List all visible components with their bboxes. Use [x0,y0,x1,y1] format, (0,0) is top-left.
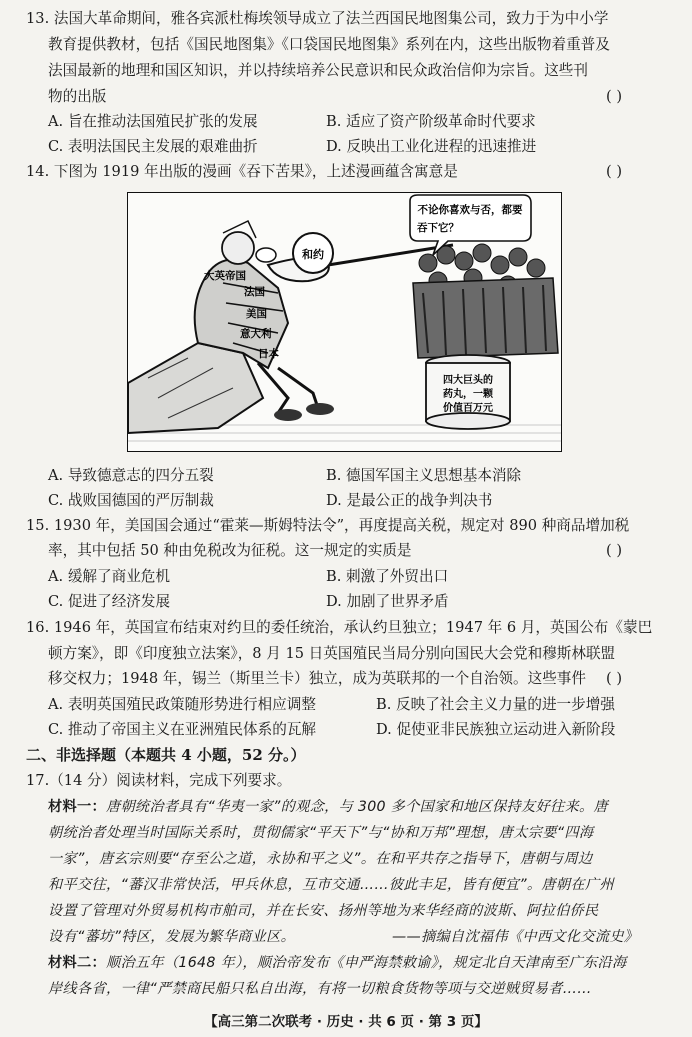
hand-label: 法国 [244,286,265,298]
q14-option-c: C. 战败国德国的严厉制裁 [48,492,214,509]
q13-option-c: C. 表明法国民主发展的艰难曲折 [48,138,258,155]
q13-option-a: A. 旨在推动法国殖民扩张的发展 [48,113,258,130]
q15-option-a: A. 缓解了商业危机 [48,568,170,585]
q15-option-c: C. 促进了经济发展 [48,593,171,610]
q15-stem-line: 15. 1930 年，美国国会通过“霍莱—斯姆特法令”，再度提高关税，规定对 890 种商品增加税 [26,517,630,534]
hand-label: 意大利 [240,328,272,340]
q16-option-c: C. 推动了帝国主义在亚洲殖民体系的瓦解 [48,721,317,738]
tin-label-line: 药丸，一颗 [443,389,493,400]
section-heading: 二、非选择题（本题共 4 小题，52 分。） [26,746,306,764]
material1-line: 朝统治者处理当时国际关系时，贯彻儒家“平天下”与“协和万邦”理想，唐太宗要“四海 [48,825,594,841]
speech-bubble-line: 吞下它？ [417,222,459,234]
q16-option-a: A. 表明英国殖民政策随形势进行相应调整 [48,696,316,713]
material2-first-line [48,953,626,973]
q13-answer-paren: ( ) [606,88,623,105]
cartoon-drawing [128,193,561,451]
tin-label-line: 四大巨头的 [443,375,493,386]
material1-first-line [48,797,608,817]
q13-option-d: D. 反映出工业化进程的迅速推进 [326,138,537,155]
q15-stem-line: 率，其中包括 50 种由免税改为征税。这一规定的实质是 [48,542,412,559]
q16-stem-line: 移交权力；1948 年，锡兰（斯里兰卡）独立，成为英联邦的一个自治领。这些事件 [48,670,586,687]
material1-label: 材料一： [48,799,106,815]
q14-option-d: D. 是最公正的战争判决书 [326,492,493,509]
q16-option-d: D. 促使亚非民族独立运动进入新阶段 [376,721,616,738]
hand-label: 日本 [258,348,279,360]
q13-option-b: B. 适应了资产阶级革命时代要求 [326,113,536,130]
q16-stem-line: 顿方案》，即《印度独立法案》，8 月 15 日英国殖民当局分别向国民大会党和穆斯林联盟 [48,645,616,662]
q16-option-b: B. 反映了社会主义力量的进一步增强 [376,696,615,713]
hand-label: 美国 [246,308,267,320]
material1-line: 一家”，唐玄宗则要“存至公之道，永协和平之义”。在和平共存之指导下，唐朝与周边 [48,851,593,867]
hand-label: 大英帝国 [204,270,246,282]
material2-line: 岸线各省，一律“严禁商民船只私自出海，有将一切粮食货物等项与交逆贼贸易者…… [48,981,592,997]
q15-option-b: B. 刺激了外贸出口 [326,568,449,585]
material1-source: ——摘编自沈福伟《中西文化交流史》 [392,929,639,945]
q14-option-b: B. 德国军国主义思想基本消除 [326,467,522,484]
spoon-label: 和约 [302,248,324,261]
material1-line: 设置了管理对外贸易机构市舶司，并在长安、扬州等地为来华经商的波斯、阿拉伯侨民 [48,903,599,919]
page-footer: 【高三第二次联考 · 历史 · 共 6 页 · 第 3 页】 [204,1014,488,1030]
q15-option-d: D. 加剧了世界矛盾 [326,593,449,610]
q16-stem-line: 16. 1946 年，英国宣布结束对约旦的委任统治，承认约旦独立；1947 年 6 月，英国公布《蒙巴 [26,619,653,636]
q13-stem-line: 物的出版 [48,88,107,105]
q13-stem-line: 法国最新的地理和国区知识，并以持续培养公民意识和民众政治信仰为宗旨。这些刊 [48,62,588,79]
q14-answer-paren: ( ) [606,163,623,180]
q13-stem-line: 教育提供教材，包括《国民地图集》《口袋国民地图集》系列在内，这些出版物着重普及 [48,36,610,53]
speech-bubble-line: 不论你喜欢与否，都要 [417,204,523,216]
q14-option-a: A. 导致德意志的四分五裂 [48,467,214,484]
q13-stem-line: 13. 法国大革命期间，雅各宾派杜梅埃领导成立了法兰西国民地图集公司，致力于为中小学 [26,10,609,27]
q17-stem: 17.（14 分）阅读材料，完成下列要求。 [26,772,292,789]
tin-label-line: 价值百万元 [443,403,493,414]
material1-line: 唐朝统治者具有“华夷一家”的观念，与 300 多个国家和地区保持友好往来。唐 [105,799,608,815]
q15-answer-paren: ( ) [606,542,623,559]
q16-answer-paren: ( ) [606,670,623,687]
cartoon-illustration [127,192,562,452]
material2-line: 顺治五年（1648 年），顺治帝发布《申严海禁敕谕》，规定北自天津南至广东沿海 [105,955,627,971]
q14-stem: 14. 下图为 1919 年出版的漫画《吞下苦果》，上述漫画蕴含寓意是 [26,163,458,180]
material1-line: 设有“蕃坊”特区，发展为繁华商业区。 [48,929,296,945]
material2-label: 材料二： [48,955,106,971]
material1-line: 和平交往，“蕃汉非常快活，甲兵休息，互市交通……彼此丰足，皆有便宜”。唐朝在广州 [48,877,614,893]
